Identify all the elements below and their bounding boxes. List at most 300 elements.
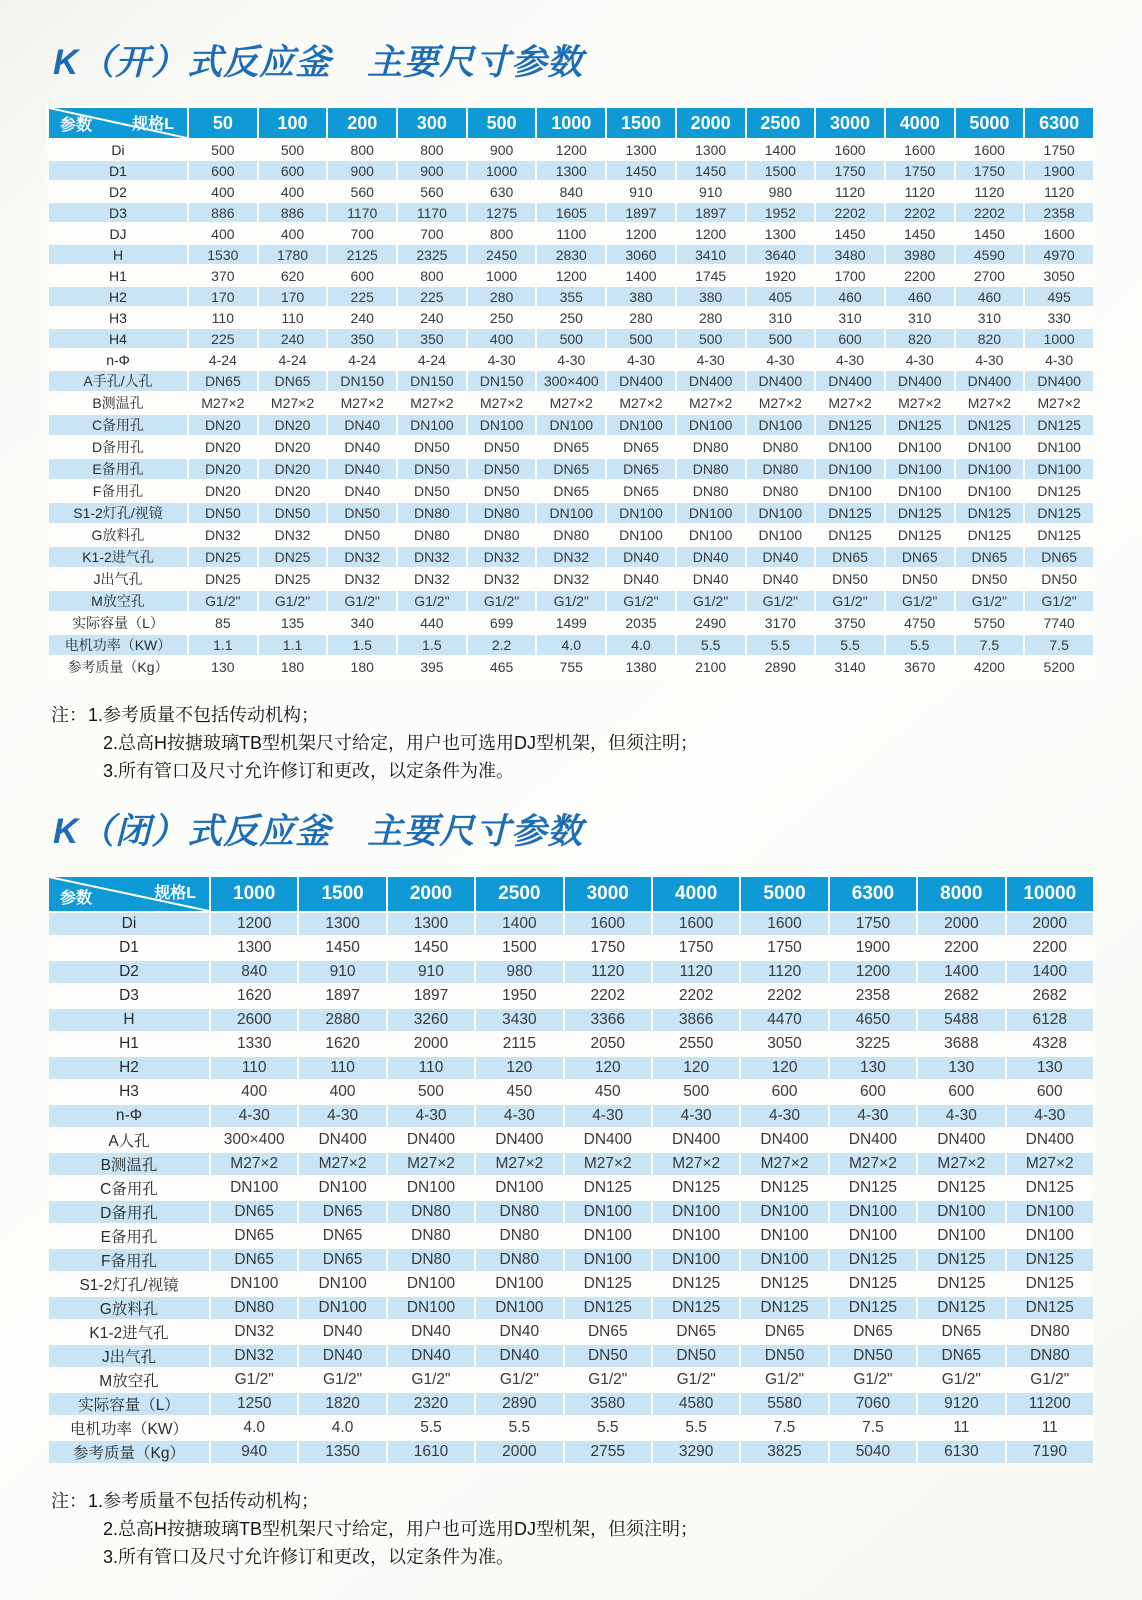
value-cell: M27×2: [210, 1152, 298, 1176]
value-cell: DN80: [387, 1248, 475, 1272]
value-cell: 400: [298, 1080, 386, 1104]
value-cell: DN100: [676, 502, 746, 524]
value-cell: 310: [955, 307, 1025, 328]
value-cell: 2202: [885, 202, 955, 223]
value-cell: 1400: [917, 960, 1005, 984]
value-cell: 1750: [652, 936, 740, 960]
value-cell: DN100: [564, 1224, 652, 1248]
value-cell: DN400: [475, 1128, 563, 1152]
value-cell: DN400: [1006, 1128, 1094, 1152]
value-cell: 1170: [397, 202, 467, 223]
value-cell: 910: [298, 960, 386, 984]
spec-column-header: 5000: [955, 107, 1025, 139]
param-label: D备用孔: [48, 1200, 210, 1224]
value-cell: 7740: [1024, 612, 1094, 634]
table-row: [48, 568, 1094, 590]
value-cell: 1.5: [327, 634, 397, 656]
value-cell: G1/2": [829, 1368, 917, 1392]
param-label: D3: [48, 984, 210, 1008]
value-cell: 4650: [829, 1008, 917, 1032]
param-label: DJ: [48, 223, 188, 244]
value-cell: 4-30: [885, 349, 955, 370]
value-cell: 6128: [1006, 1008, 1094, 1032]
value-cell: 3980: [885, 244, 955, 265]
value-cell: 2000: [475, 1440, 563, 1464]
table-row: [48, 1416, 1094, 1440]
value-cell: 4750: [885, 612, 955, 634]
value-cell: 910: [387, 960, 475, 984]
value-cell: DN100: [1024, 458, 1094, 480]
value-cell: DN100: [740, 1248, 828, 1272]
param-label: Di: [48, 139, 188, 160]
table-row: [48, 590, 1094, 612]
value-cell: 886: [188, 202, 258, 223]
value-cell: 350: [397, 328, 467, 349]
value-cell: DN100: [955, 458, 1025, 480]
param-label: E备用孔: [48, 1224, 210, 1248]
value-cell: 500: [258, 139, 328, 160]
value-cell: DN40: [606, 568, 676, 590]
value-cell: 1350: [298, 1440, 386, 1464]
corner-cell: [48, 876, 210, 912]
value-cell: DN65: [815, 546, 885, 568]
value-cell: DN80: [397, 502, 467, 524]
param-label: 参考质量（Kg）: [48, 656, 188, 678]
value-cell: 800: [397, 265, 467, 286]
value-cell: M27×2: [885, 392, 955, 414]
value-cell: DN50: [815, 568, 885, 590]
value-cell: 1120: [652, 960, 740, 984]
value-cell: 500: [536, 328, 606, 349]
value-cell: 300×400: [210, 1128, 298, 1152]
value-cell: M27×2: [258, 392, 328, 414]
value-cell: 120: [564, 1056, 652, 1080]
value-cell: DN100: [475, 1296, 563, 1320]
spec-column-header: 6300: [829, 876, 917, 912]
value-cell: M27×2: [387, 1152, 475, 1176]
value-cell: 1600: [652, 912, 740, 936]
value-cell: DN50: [652, 1344, 740, 1368]
value-cell: 500: [188, 139, 258, 160]
value-cell: DN50: [1024, 568, 1094, 590]
spec-column-header: 100: [258, 107, 328, 139]
value-cell: 2890: [746, 656, 816, 678]
value-cell: 4590: [955, 244, 1025, 265]
value-cell: 5750: [955, 612, 1025, 634]
header-row: [48, 107, 1094, 139]
value-cell: 400: [210, 1080, 298, 1104]
value-cell: 700: [397, 223, 467, 244]
value-cell: 2202: [815, 202, 885, 223]
param-label: B测温孔: [48, 392, 188, 414]
value-cell: DN125: [1006, 1296, 1094, 1320]
value-cell: 5.5: [652, 1416, 740, 1440]
value-cell: 1450: [955, 223, 1025, 244]
param-label: D1: [48, 936, 210, 960]
value-cell: 2050: [564, 1032, 652, 1056]
value-cell: DN100: [955, 480, 1025, 502]
value-cell: DN100: [210, 1176, 298, 1200]
open-type-section: [47, 42, 1095, 785]
note-item: 3.所有管口及尺寸允许修订和更改，以定条件为准。: [103, 761, 515, 781]
value-cell: DN125: [564, 1272, 652, 1296]
value-cell: DN125: [829, 1272, 917, 1296]
value-cell: DN40: [298, 1320, 386, 1344]
notes-prefix: 注：: [51, 1491, 87, 1511]
value-cell: DN80: [536, 524, 606, 546]
table-row: [48, 160, 1094, 181]
value-cell: 400: [188, 181, 258, 202]
value-cell: 1120: [815, 181, 885, 202]
value-cell: DN32: [536, 568, 606, 590]
value-cell: 1780: [258, 244, 328, 265]
table-row: [48, 414, 1094, 436]
param-label: J出气孔: [48, 1344, 210, 1368]
value-cell: 5.5: [676, 634, 746, 656]
param-label: H: [48, 1008, 210, 1032]
value-cell: DN40: [387, 1344, 475, 1368]
value-cell: 2700: [955, 265, 1025, 286]
value-cell: 1400: [606, 265, 676, 286]
value-cell: 135: [258, 612, 328, 634]
value-cell: DN125: [1006, 1176, 1094, 1200]
value-cell: DN100: [564, 1200, 652, 1224]
value-cell: G1/2": [917, 1368, 1005, 1392]
value-cell: 1750: [564, 936, 652, 960]
value-cell: DN32: [397, 546, 467, 568]
value-cell: 2000: [917, 912, 1005, 936]
table-row: [48, 307, 1094, 328]
value-cell: 11: [917, 1416, 1005, 1440]
value-cell: 1700: [815, 265, 885, 286]
value-cell: 460: [955, 286, 1025, 307]
spec-column-header: 4000: [652, 876, 740, 912]
value-cell: DN80: [1006, 1320, 1094, 1344]
closed-type-spec-table: [47, 875, 1095, 1465]
value-cell: DN100: [885, 458, 955, 480]
value-cell: 600: [815, 328, 885, 349]
value-cell: DN32: [536, 546, 606, 568]
value-cell: 1605: [536, 202, 606, 223]
value-cell: 3170: [746, 612, 816, 634]
value-cell: 4-30: [746, 349, 816, 370]
value-cell: 620: [258, 265, 328, 286]
param-label: A人孔: [48, 1128, 210, 1152]
value-cell: 600: [829, 1080, 917, 1104]
value-cell: 820: [885, 328, 955, 349]
value-cell: DN100: [815, 458, 885, 480]
value-cell: G1/2": [564, 1368, 652, 1392]
value-cell: DN400: [885, 370, 955, 392]
value-cell: DN32: [210, 1344, 298, 1368]
value-cell: 1820: [298, 1392, 386, 1416]
value-cell: DN125: [885, 502, 955, 524]
value-cell: 1897: [387, 984, 475, 1008]
value-cell: DN32: [327, 546, 397, 568]
value-cell: DN40: [298, 1344, 386, 1368]
value-cell: DN20: [188, 480, 258, 502]
value-cell: DN100: [652, 1248, 740, 1272]
table-row: [48, 1056, 1094, 1080]
value-cell: DN25: [188, 546, 258, 568]
spec-column-header: 500: [467, 107, 537, 139]
value-cell: G1/2": [327, 590, 397, 612]
value-cell: DN40: [676, 546, 746, 568]
value-cell: 4-30: [564, 1104, 652, 1128]
value-cell: M27×2: [188, 392, 258, 414]
value-cell: 240: [258, 328, 328, 349]
value-cell: DN50: [397, 480, 467, 502]
value-cell: DN20: [258, 414, 328, 436]
value-cell: 1897: [606, 202, 676, 223]
value-cell: 4.0: [606, 634, 676, 656]
param-label: G放料孔: [48, 524, 188, 546]
value-cell: 2202: [652, 984, 740, 1008]
value-cell: 1750: [885, 160, 955, 181]
value-cell: DN40: [475, 1320, 563, 1344]
value-cell: 1400: [1006, 960, 1094, 984]
value-cell: 130: [188, 656, 258, 678]
table-row: [48, 634, 1094, 656]
value-cell: 5040: [829, 1440, 917, 1464]
value-cell: M27×2: [829, 1152, 917, 1176]
value-cell: DN65: [210, 1248, 298, 1272]
notes-prefix: 注：: [51, 705, 87, 725]
value-cell: DN40: [327, 458, 397, 480]
value-cell: 900: [397, 160, 467, 181]
table-row: [48, 181, 1094, 202]
value-cell: DN50: [258, 502, 328, 524]
value-cell: 3225: [829, 1032, 917, 1056]
value-cell: 800: [467, 223, 537, 244]
value-cell: 110: [210, 1056, 298, 1080]
param-label: C备用孔: [48, 414, 188, 436]
value-cell: DN80: [467, 524, 537, 546]
value-cell: M27×2: [676, 392, 746, 414]
corner-param-label: 参数: [60, 890, 93, 907]
value-cell: DN32: [258, 524, 328, 546]
value-cell: 355: [536, 286, 606, 307]
value-cell: DN20: [258, 458, 328, 480]
param-label: H: [48, 244, 188, 265]
value-cell: 4-30: [387, 1104, 475, 1128]
value-cell: 1750: [955, 160, 1025, 181]
value-cell: DN100: [885, 480, 955, 502]
value-cell: DN125: [955, 414, 1025, 436]
spec-column-header: 2500: [475, 876, 563, 912]
value-cell: DN65: [258, 370, 328, 392]
note-item: 2.总高H按搪玻璃TB型机架尺寸给定，用户也可选用DJ型机架，但须注明；: [103, 733, 699, 753]
value-cell: 3290: [652, 1440, 740, 1464]
value-cell: DN125: [815, 524, 885, 546]
value-cell: 310: [885, 307, 955, 328]
table-row: [48, 1104, 1094, 1128]
value-cell: DN100: [606, 524, 676, 546]
value-cell: 440: [397, 612, 467, 634]
value-cell: 4-24: [327, 349, 397, 370]
value-cell: DN50: [564, 1344, 652, 1368]
value-cell: 1275: [467, 202, 537, 223]
value-cell: 4-30: [676, 349, 746, 370]
value-cell: 4-24: [258, 349, 328, 370]
table-row: [48, 1296, 1094, 1320]
value-cell: 5.5: [387, 1416, 475, 1440]
value-cell: 2200: [917, 936, 1005, 960]
value-cell: 2450: [467, 244, 537, 265]
table-row: [48, 480, 1094, 502]
value-cell: G1/2": [475, 1368, 563, 1392]
value-cell: DN125: [829, 1248, 917, 1272]
value-cell: G1/2": [955, 590, 1025, 612]
value-cell: 4-30: [1006, 1104, 1094, 1128]
spec-column-header: 3000: [815, 107, 885, 139]
value-cell: 1.1: [258, 634, 328, 656]
value-cell: 1300: [746, 223, 816, 244]
value-cell: DN100: [536, 502, 606, 524]
table-row: [48, 502, 1094, 524]
value-cell: G1/2": [606, 590, 676, 612]
param-label: H2: [48, 286, 188, 307]
value-cell: 1120: [740, 960, 828, 984]
value-cell: 1600: [740, 912, 828, 936]
value-cell: 2325: [397, 244, 467, 265]
value-cell: G1/2": [298, 1368, 386, 1392]
value-cell: 130: [1006, 1056, 1094, 1080]
value-cell: DN400: [1024, 370, 1094, 392]
value-cell: 1450: [885, 223, 955, 244]
value-cell: DN32: [188, 524, 258, 546]
value-cell: 1750: [740, 936, 828, 960]
value-cell: DN125: [652, 1272, 740, 1296]
value-cell: DN100: [676, 524, 746, 546]
value-cell: DN40: [387, 1320, 475, 1344]
value-cell: DN40: [327, 436, 397, 458]
value-cell: DN65: [829, 1320, 917, 1344]
value-cell: 11200: [1006, 1392, 1094, 1416]
value-cell: DN50: [955, 568, 1025, 590]
closed-type-section: [47, 811, 1095, 1571]
value-cell: DN100: [564, 1248, 652, 1272]
value-cell: DN20: [188, 436, 258, 458]
value-cell: 250: [467, 307, 537, 328]
table-row: [48, 1032, 1094, 1056]
value-cell: M27×2: [746, 392, 816, 414]
spec-column-header: 300: [397, 107, 467, 139]
spec-column-header: 1000: [210, 876, 298, 912]
value-cell: 1530: [188, 244, 258, 265]
param-label: 实际容量（L）: [48, 612, 188, 634]
closed-type-title: K（闭）式反应釜 主要尺寸参数: [53, 812, 584, 851]
table-row: [48, 286, 1094, 307]
spec-column-header: 1000: [536, 107, 606, 139]
value-cell: DN400: [955, 370, 1025, 392]
value-cell: DN100: [387, 1296, 475, 1320]
value-cell: 3825: [740, 1440, 828, 1464]
value-cell: DN125: [885, 414, 955, 436]
value-cell: 1200: [606, 223, 676, 244]
value-cell: 500: [652, 1080, 740, 1104]
value-cell: 225: [397, 286, 467, 307]
value-cell: 630: [467, 181, 537, 202]
param-label: E备用孔: [48, 458, 188, 480]
value-cell: DN65: [885, 546, 955, 568]
value-cell: 900: [327, 160, 397, 181]
value-cell: 310: [746, 307, 816, 328]
value-cell: DN80: [676, 480, 746, 502]
value-cell: M27×2: [955, 392, 1025, 414]
table-row: [48, 1128, 1094, 1152]
value-cell: 1120: [955, 181, 1025, 202]
value-cell: M27×2: [1006, 1152, 1094, 1176]
value-cell: 2550: [652, 1032, 740, 1056]
value-cell: 699: [467, 612, 537, 634]
value-cell: DN125: [955, 524, 1025, 546]
value-cell: 2035: [606, 612, 676, 634]
value-cell: 4-30: [955, 349, 1025, 370]
value-cell: G1/2": [652, 1368, 740, 1392]
value-cell: 380: [606, 286, 676, 307]
value-cell: DN65: [210, 1200, 298, 1224]
table-row: [48, 1440, 1094, 1464]
table-row: [48, 1320, 1094, 1344]
value-cell: 130: [829, 1056, 917, 1080]
value-cell: 450: [475, 1080, 563, 1104]
param-label: 参考质量（Kg）: [48, 1440, 210, 1464]
value-cell: DN125: [829, 1176, 917, 1200]
value-cell: 280: [676, 307, 746, 328]
value-cell: DN20: [188, 458, 258, 480]
value-cell: DN25: [258, 568, 328, 590]
value-cell: 1200: [676, 223, 746, 244]
value-cell: DN50: [467, 436, 537, 458]
value-cell: DN400: [676, 370, 746, 392]
value-cell: DN125: [740, 1176, 828, 1200]
value-cell: 1120: [1024, 181, 1094, 202]
value-cell: DN65: [536, 436, 606, 458]
value-cell: 1.1: [188, 634, 258, 656]
value-cell: DN50: [397, 458, 467, 480]
note-line: [51, 701, 1095, 729]
param-label: H1: [48, 265, 188, 286]
value-cell: DN125: [917, 1296, 1005, 1320]
spec-column-header: 1500: [606, 107, 676, 139]
value-cell: DN400: [564, 1128, 652, 1152]
value-cell: 110: [188, 307, 258, 328]
value-cell: 400: [258, 223, 328, 244]
value-cell: 1.5: [397, 634, 467, 656]
value-cell: 1120: [564, 960, 652, 984]
value-cell: DN65: [536, 480, 606, 502]
value-cell: 4-24: [188, 349, 258, 370]
value-cell: 4-24: [397, 349, 467, 370]
value-cell: 3050: [740, 1032, 828, 1056]
value-cell: DN400: [917, 1128, 1005, 1152]
value-cell: 170: [258, 286, 328, 307]
table-row: [48, 960, 1094, 984]
value-cell: 170: [188, 286, 258, 307]
value-cell: 380: [676, 286, 746, 307]
value-cell: 2000: [387, 1032, 475, 1056]
param-label: B测温孔: [48, 1152, 210, 1176]
value-cell: 1750: [829, 912, 917, 936]
note-item: 3.所有管口及尺寸允许修订和更改，以定条件为准。: [103, 1547, 515, 1567]
value-cell: DN32: [327, 568, 397, 590]
value-cell: DN125: [1006, 1272, 1094, 1296]
value-cell: DN32: [397, 568, 467, 590]
value-cell: 300×400: [536, 370, 606, 392]
value-cell: 460: [815, 286, 885, 307]
value-cell: 2100: [676, 656, 746, 678]
